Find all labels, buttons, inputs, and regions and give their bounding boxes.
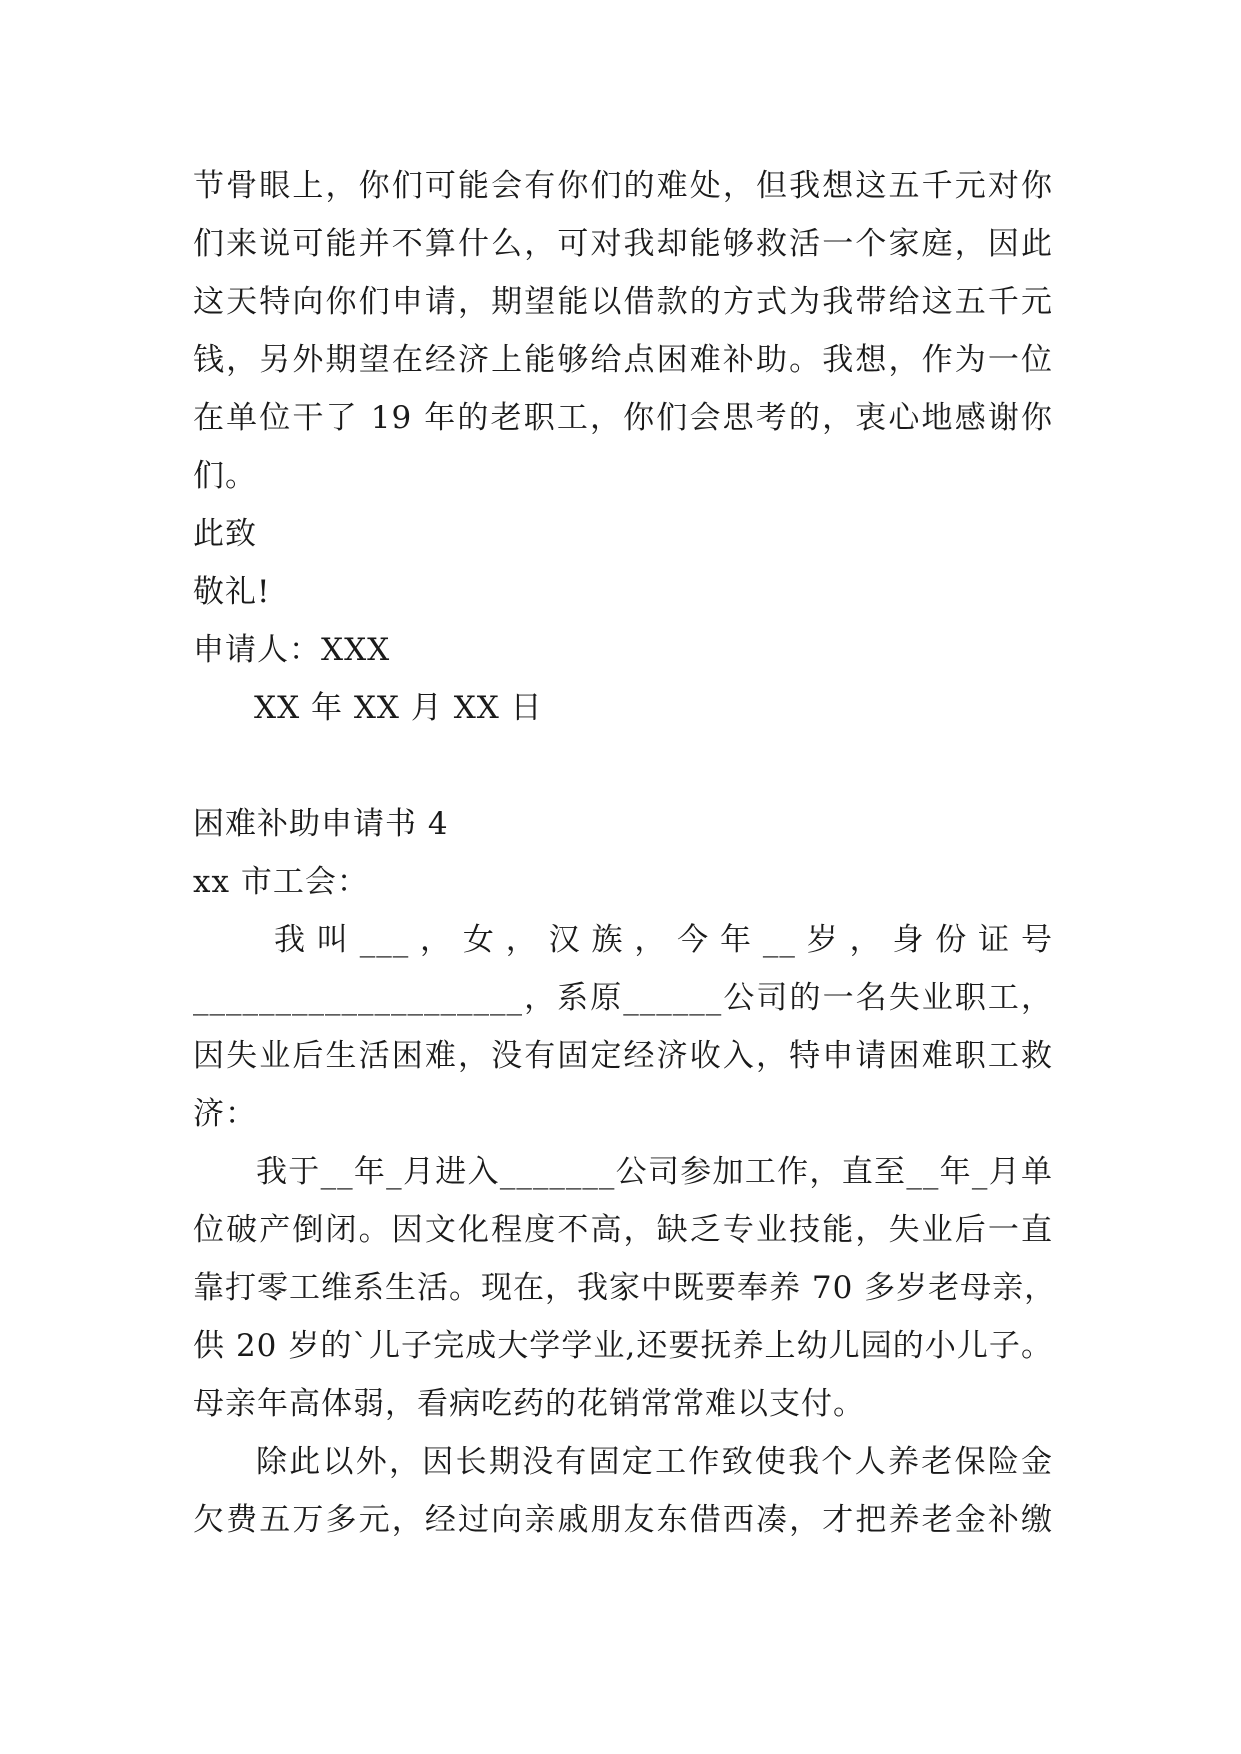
body-line: 我 叫 ___ ， 女 ， 汉 族 ， 今 年 __ 岁 ， 身 份 证 号 (274, 922, 1054, 958)
applicant-signature: 申请人：XXX (193, 632, 391, 668)
body-line: 因失业后生活困难，没有固定经济收入，特申请困难职工救 (193, 1038, 1053, 1074)
body-line: ____________________，系原______公司的一名失业职工， (193, 980, 1053, 1016)
body-line: 母亲年高体弱，看病吃药的花销常常难以支付。 (193, 1386, 865, 1422)
letter-date: XX 年 XX 月 XX 日 (254, 690, 543, 726)
body-line: 位破产倒闭。因文化程度不高，缺乏专业技能，失业后一直 (193, 1212, 1053, 1248)
body-line: 靠打零工维系生活。现在，我家中既要奉养 70 多岁老母亲， (193, 1270, 1057, 1306)
body-line: 节骨眼上，你们可能会有你们的难处，但我想这五千元对你 (193, 168, 1053, 204)
body-line: 欠费五万多元，经过向亲戚朋友东借西凑，才把养老金补缴 (193, 1502, 1053, 1538)
body-line: 济： (193, 1096, 257, 1132)
closing-greeting: 此致 (193, 516, 257, 552)
closing-salute: 敬礼! (193, 574, 271, 610)
section-title: 困难补助申请书 4 (193, 806, 449, 842)
body-line: 这天特向你们申请，期望能以借款的方式为我带给这五千元 (193, 284, 1053, 320)
body-line: 供 20 岁的`儿子完成大学学业,还要抚养上幼儿园的小儿子。 (193, 1328, 1053, 1364)
body-line: 在单位干了 19 年的老职工，你们会思考的，衷心地感谢你 (193, 400, 1053, 436)
body-line: 们。 (193, 458, 257, 494)
body-line: 除此以外，因长期没有固定工作致使我个人养老保险金 (256, 1444, 1053, 1480)
salutation: xx 市工会： (193, 864, 369, 900)
body-line: 我于__年_月进入_______公司参加工作，直至__年_月单 (256, 1154, 1053, 1190)
body-line: 们来说可能并不算什么，可对我却能够救活一个家庭，因此 (193, 226, 1053, 262)
body-line: 钱，另外期望在经济上能够给点困难补助。我想，作为一位 (193, 342, 1053, 378)
